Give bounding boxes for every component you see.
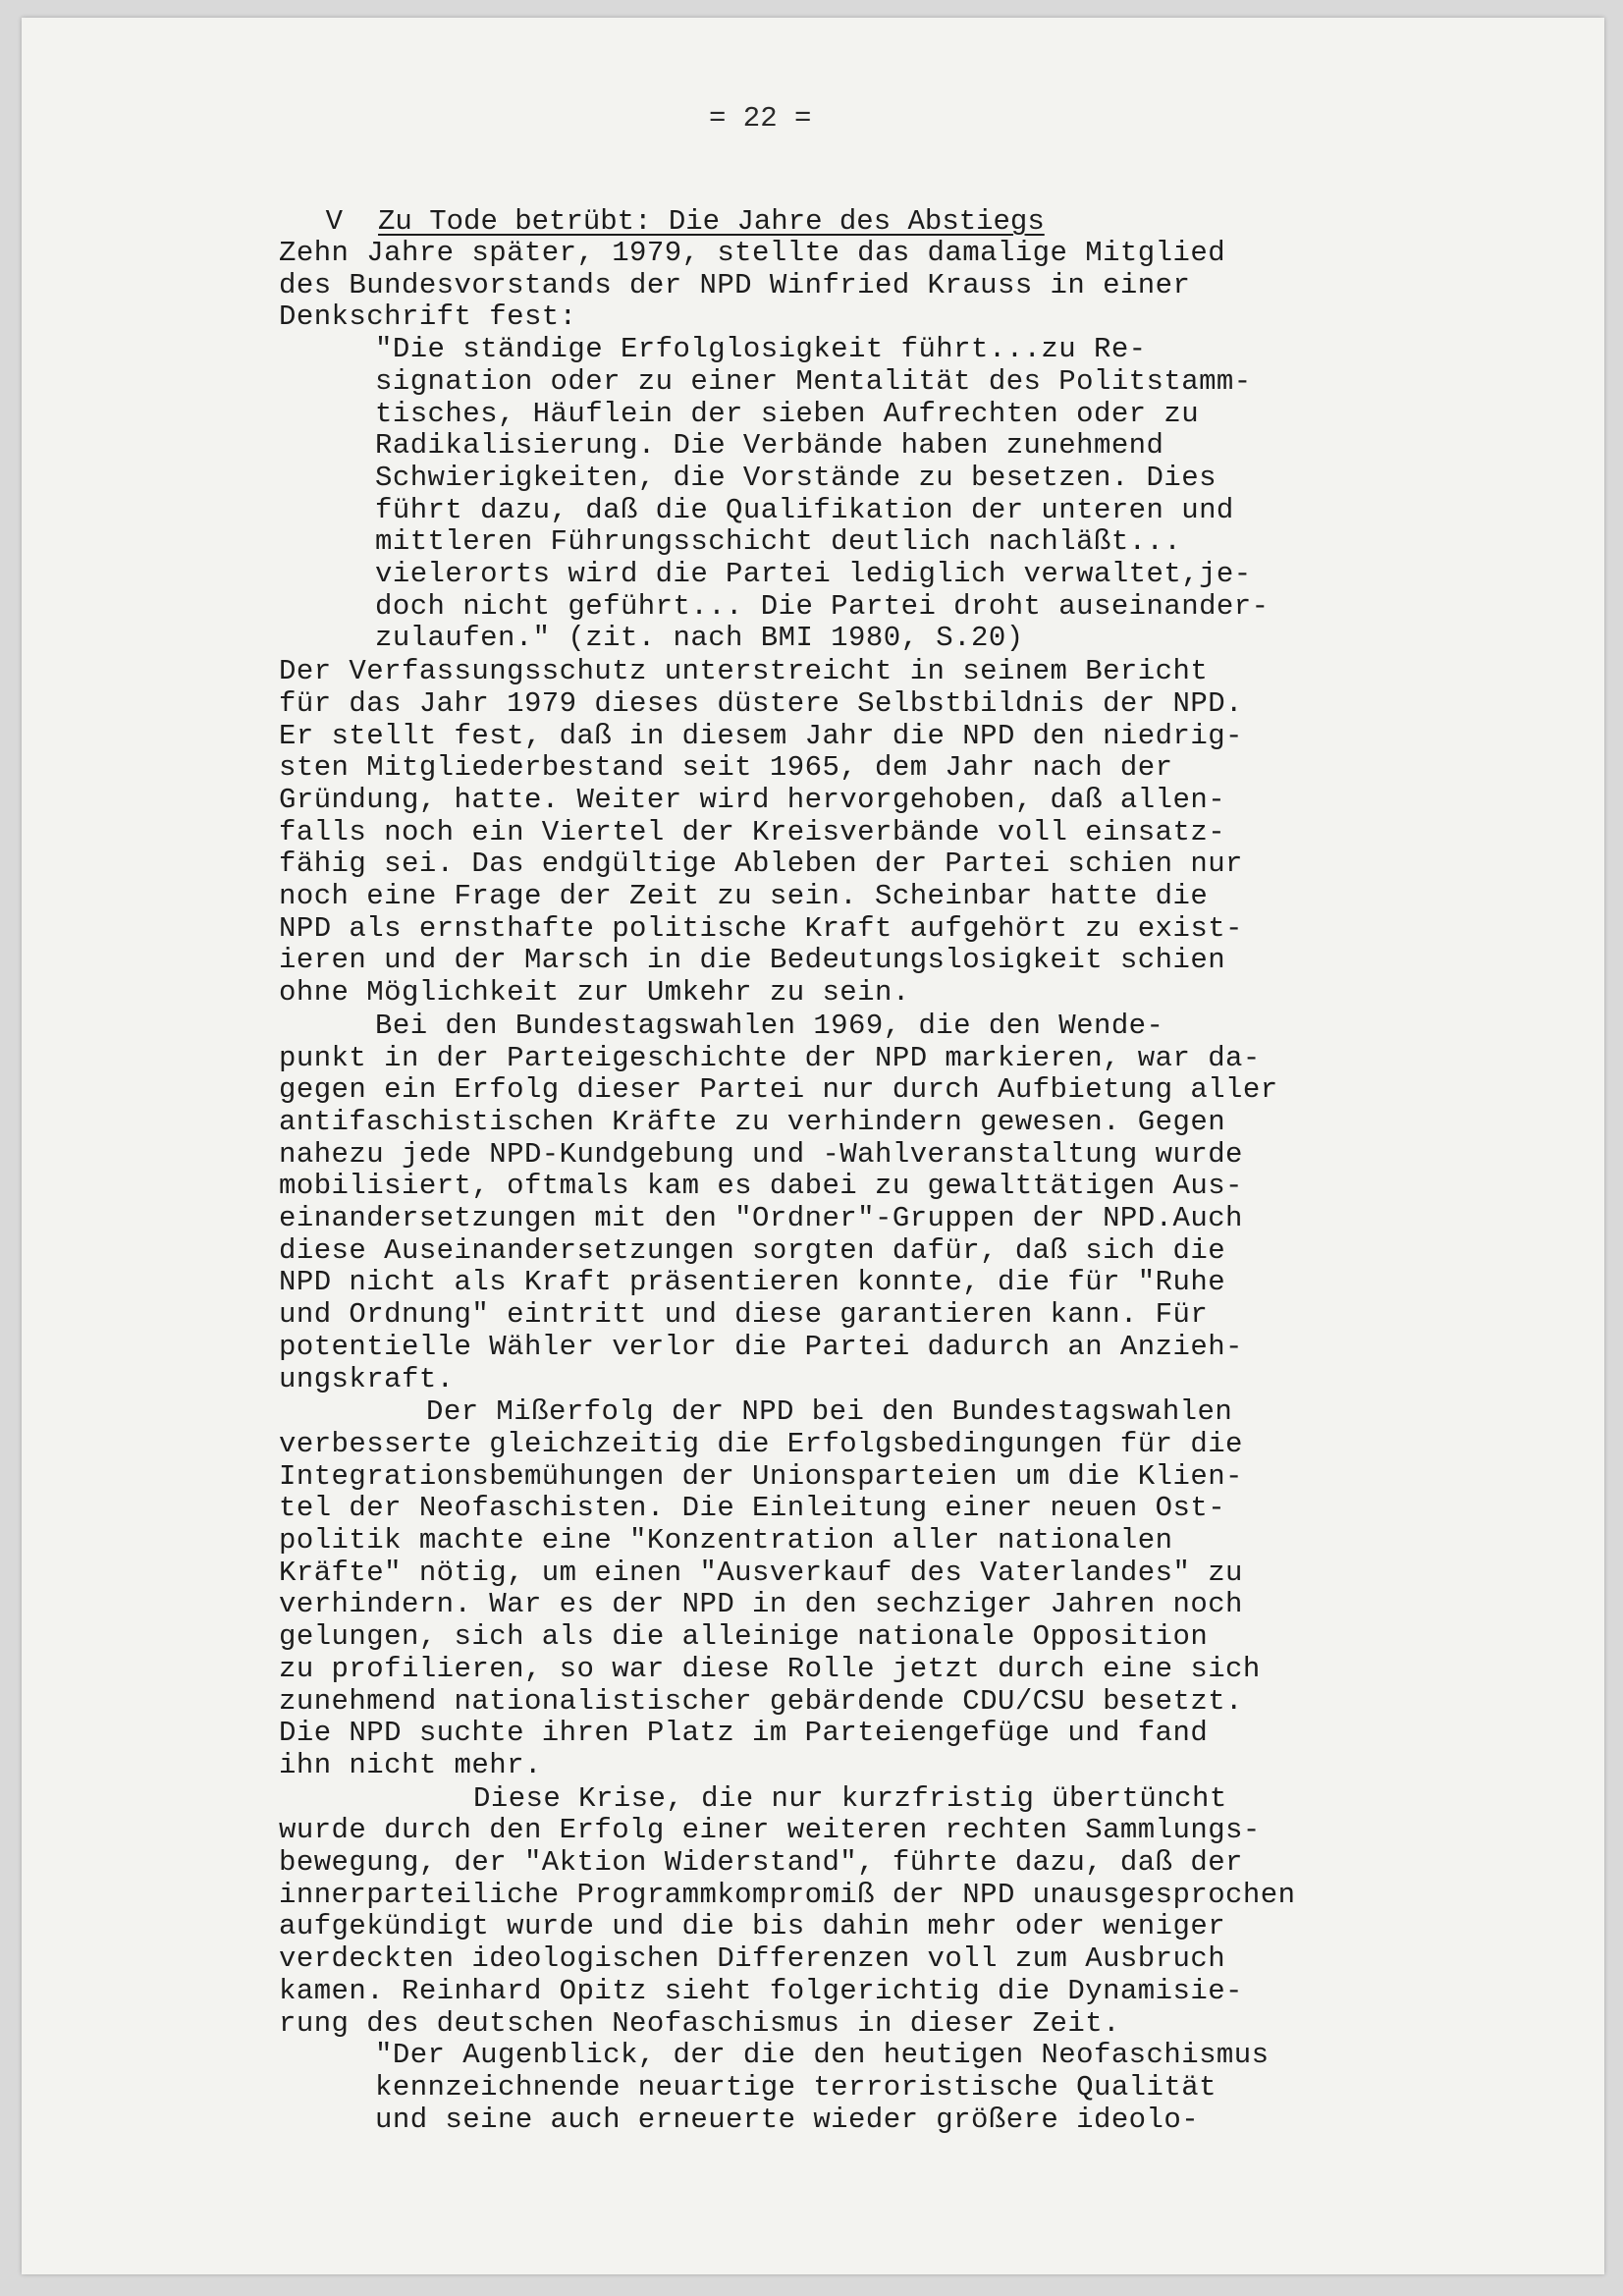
text-line: des Bundesvorstands der NPD Winfried Krauss in einer bbox=[279, 268, 1191, 301]
text-line: Er stellt fest, daß in diesem Jahr die NPD den niedrig- bbox=[279, 719, 1243, 752]
text-line: aufgekündigt wurde und die bis dahin mehr oder weniger bbox=[279, 1910, 1226, 1943]
text-line: Denkschrift fest: bbox=[279, 301, 577, 334]
text-line: verdeckten ideologischen Differenzen voll zum Ausbruch bbox=[279, 1942, 1226, 1976]
text-line: mobilisiert, oftmals kam es dabei zu gewalttätigen Aus- bbox=[279, 1170, 1243, 1203]
page-number: = 22 = bbox=[709, 102, 812, 135]
text-line: vielerorts wird die Partei lediglich verwaltet,je- bbox=[375, 558, 1252, 590]
text-line: verhindern. War es der NPD in den sechziger Jahren noch bbox=[279, 1588, 1243, 1621]
text-line: doch nicht geführt... Die Partei droht auseinander- bbox=[375, 589, 1270, 623]
text-line: verbesserte gleichzeitig die Erfolgsbedingungen für die bbox=[279, 1427, 1243, 1460]
text-line: zulaufen." (zit. nach BMI 1980, S.20) bbox=[375, 622, 1024, 655]
text-line: nahezu jede NPD-Kundgebung und -Wahlveranstaltung wurde bbox=[279, 1137, 1243, 1171]
text-line: fähig sei. Das endgültige Ableben der Partei schien nur bbox=[279, 847, 1243, 881]
text-line: für das Jahr 1979 dieses düstere Selbstbildnis der NPD. bbox=[279, 686, 1243, 720]
text-line: gegen ein Erfolg dieser Partei nur durch Aufbietung aller bbox=[279, 1073, 1278, 1107]
text-line: bewegung, der "Aktion Widerstand", führte dazu, daß der bbox=[279, 1846, 1243, 1879]
text-line: einandersetzungen mit den "Ordner"-Gruppen der NPD.Auch bbox=[279, 1202, 1243, 1234]
text-line: ohne Möglichkeit zur Umkehr zu sein. bbox=[279, 976, 910, 1010]
text-line: Gründung, hatte. Weiter wird hervorgehoben, daß allen- bbox=[279, 783, 1226, 816]
text-line: kennzeichnende neuartige terroristische Qualität bbox=[375, 2070, 1217, 2104]
text-line: Die NPD suchte ihren Platz im Parteiengefüge und fand bbox=[279, 1717, 1209, 1750]
text-line: kamen. Reinhard Opitz sieht folgerichtig die Dynamisie- bbox=[279, 1974, 1243, 2007]
text-line: ungskraft. bbox=[279, 1362, 455, 1395]
text-line: und seine auch erneuerte wieder größere ideolo- bbox=[375, 2103, 1200, 2136]
text-line: NPD nicht als Kraft präsentieren konnte, die für "Ruhe bbox=[279, 1266, 1226, 1299]
text-line: zu profilieren, so war diese Rolle jetzt durch eine sich bbox=[279, 1652, 1261, 1685]
section-title: Zu Tode betrübt: Die Jahre des Abstiegs bbox=[378, 205, 1045, 238]
text-line: Kräfte" nötig, um einen "Ausverkauf des Vaterlandes" zu bbox=[279, 1556, 1243, 1589]
text-line: Zehn Jahre später, 1979, stellte das damalige Mitglied bbox=[279, 237, 1226, 269]
text-line: führt dazu, daß die Qualifikation der unteren und bbox=[375, 493, 1234, 526]
text-line: Der Verfassungsschutz unterstreicht in seinem Bericht bbox=[279, 655, 1209, 688]
text-line: falls noch ein Viertel der Kreisverbände voll einsatz- bbox=[279, 815, 1226, 848]
text-line: sten Mitgliederbestand seit 1965, dem Jahr nach der bbox=[279, 751, 1173, 785]
document-page bbox=[22, 18, 1604, 2274]
text-line: tisches, Häuflein der sieben Aufrechten oder zu bbox=[375, 397, 1200, 430]
text-line: zunehmend nationalistischer gebärdende CDU/CSU besetzt. bbox=[279, 1684, 1243, 1718]
text-line: und Ordnung" eintritt und diese garantieren kann. Für bbox=[279, 1298, 1209, 1332]
text-line: Der Mißerfolg der NPD bei den Bundestagswahlen bbox=[426, 1395, 1233, 1429]
text-line: ihn nicht mehr. bbox=[279, 1748, 542, 1781]
text-line: Diese Krise, die nur kurzfristig übertüncht bbox=[473, 1781, 1227, 1815]
section-number: V bbox=[325, 205, 344, 238]
text-line: diese Auseinandersetzungen sorgten dafür, daß sich die bbox=[279, 1233, 1226, 1267]
text-line: ieren und der Marsch in die Bedeutungslosigkeit schien bbox=[279, 944, 1226, 977]
text-line: NPD als ernsthafte politische Kraft aufgehört zu exist- bbox=[279, 911, 1243, 945]
text-line: wurde durch den Erfolg einer weiteren rechten Sammlungs- bbox=[279, 1814, 1261, 1847]
text-line: Radikalisierung. Die Verbände haben zunehmend bbox=[375, 429, 1164, 463]
text-line: Schwierigkeiten, die Vorstände zu besetzen. Dies bbox=[375, 461, 1217, 494]
text-line: Integrationsbemühungen der Unionsparteien um die Klien- bbox=[279, 1459, 1243, 1493]
text-line: noch eine Frage der Zeit zu sein. Scheinbar hatte die bbox=[279, 880, 1209, 912]
text-line: signation oder zu einer Mentalität des Politstamm- bbox=[375, 364, 1252, 398]
text-line: politik machte eine "Konzentration aller nationalen bbox=[279, 1524, 1173, 1557]
text-line: "Der Augenblick, der die den heutigen Neofaschismus bbox=[375, 2039, 1270, 2072]
text-line: gelungen, sich als die alleinige nationale Opposition bbox=[279, 1620, 1209, 1654]
text-line: punkt in der Parteigeschichte der NPD markieren, war da- bbox=[279, 1041, 1261, 1074]
text-line: innerparteiliche Programmkompromiß der NPD unausgesprochen bbox=[279, 1878, 1296, 1911]
text-line: potentielle Wähler verlor die Partei dadurch an Anzieh- bbox=[279, 1330, 1243, 1363]
text-line: mittleren Führungsschicht deutlich nachläßt... bbox=[375, 525, 1182, 559]
text-line: antifaschistischen Kräfte zu verhindern gewesen. Gegen bbox=[279, 1105, 1226, 1138]
text-line: rung des deutschen Neofaschismus in dieser Zeit. bbox=[279, 2006, 1120, 2040]
text-line: Bei den Bundestagswahlen 1969, die den Wende- bbox=[375, 1009, 1164, 1042]
text-line: "Die ständige Erfolglosigkeit führt...zu Re- bbox=[375, 333, 1147, 366]
text-line: tel der Neofaschisten. Die Einleitung einer neuen Ost- bbox=[279, 1492, 1226, 1525]
